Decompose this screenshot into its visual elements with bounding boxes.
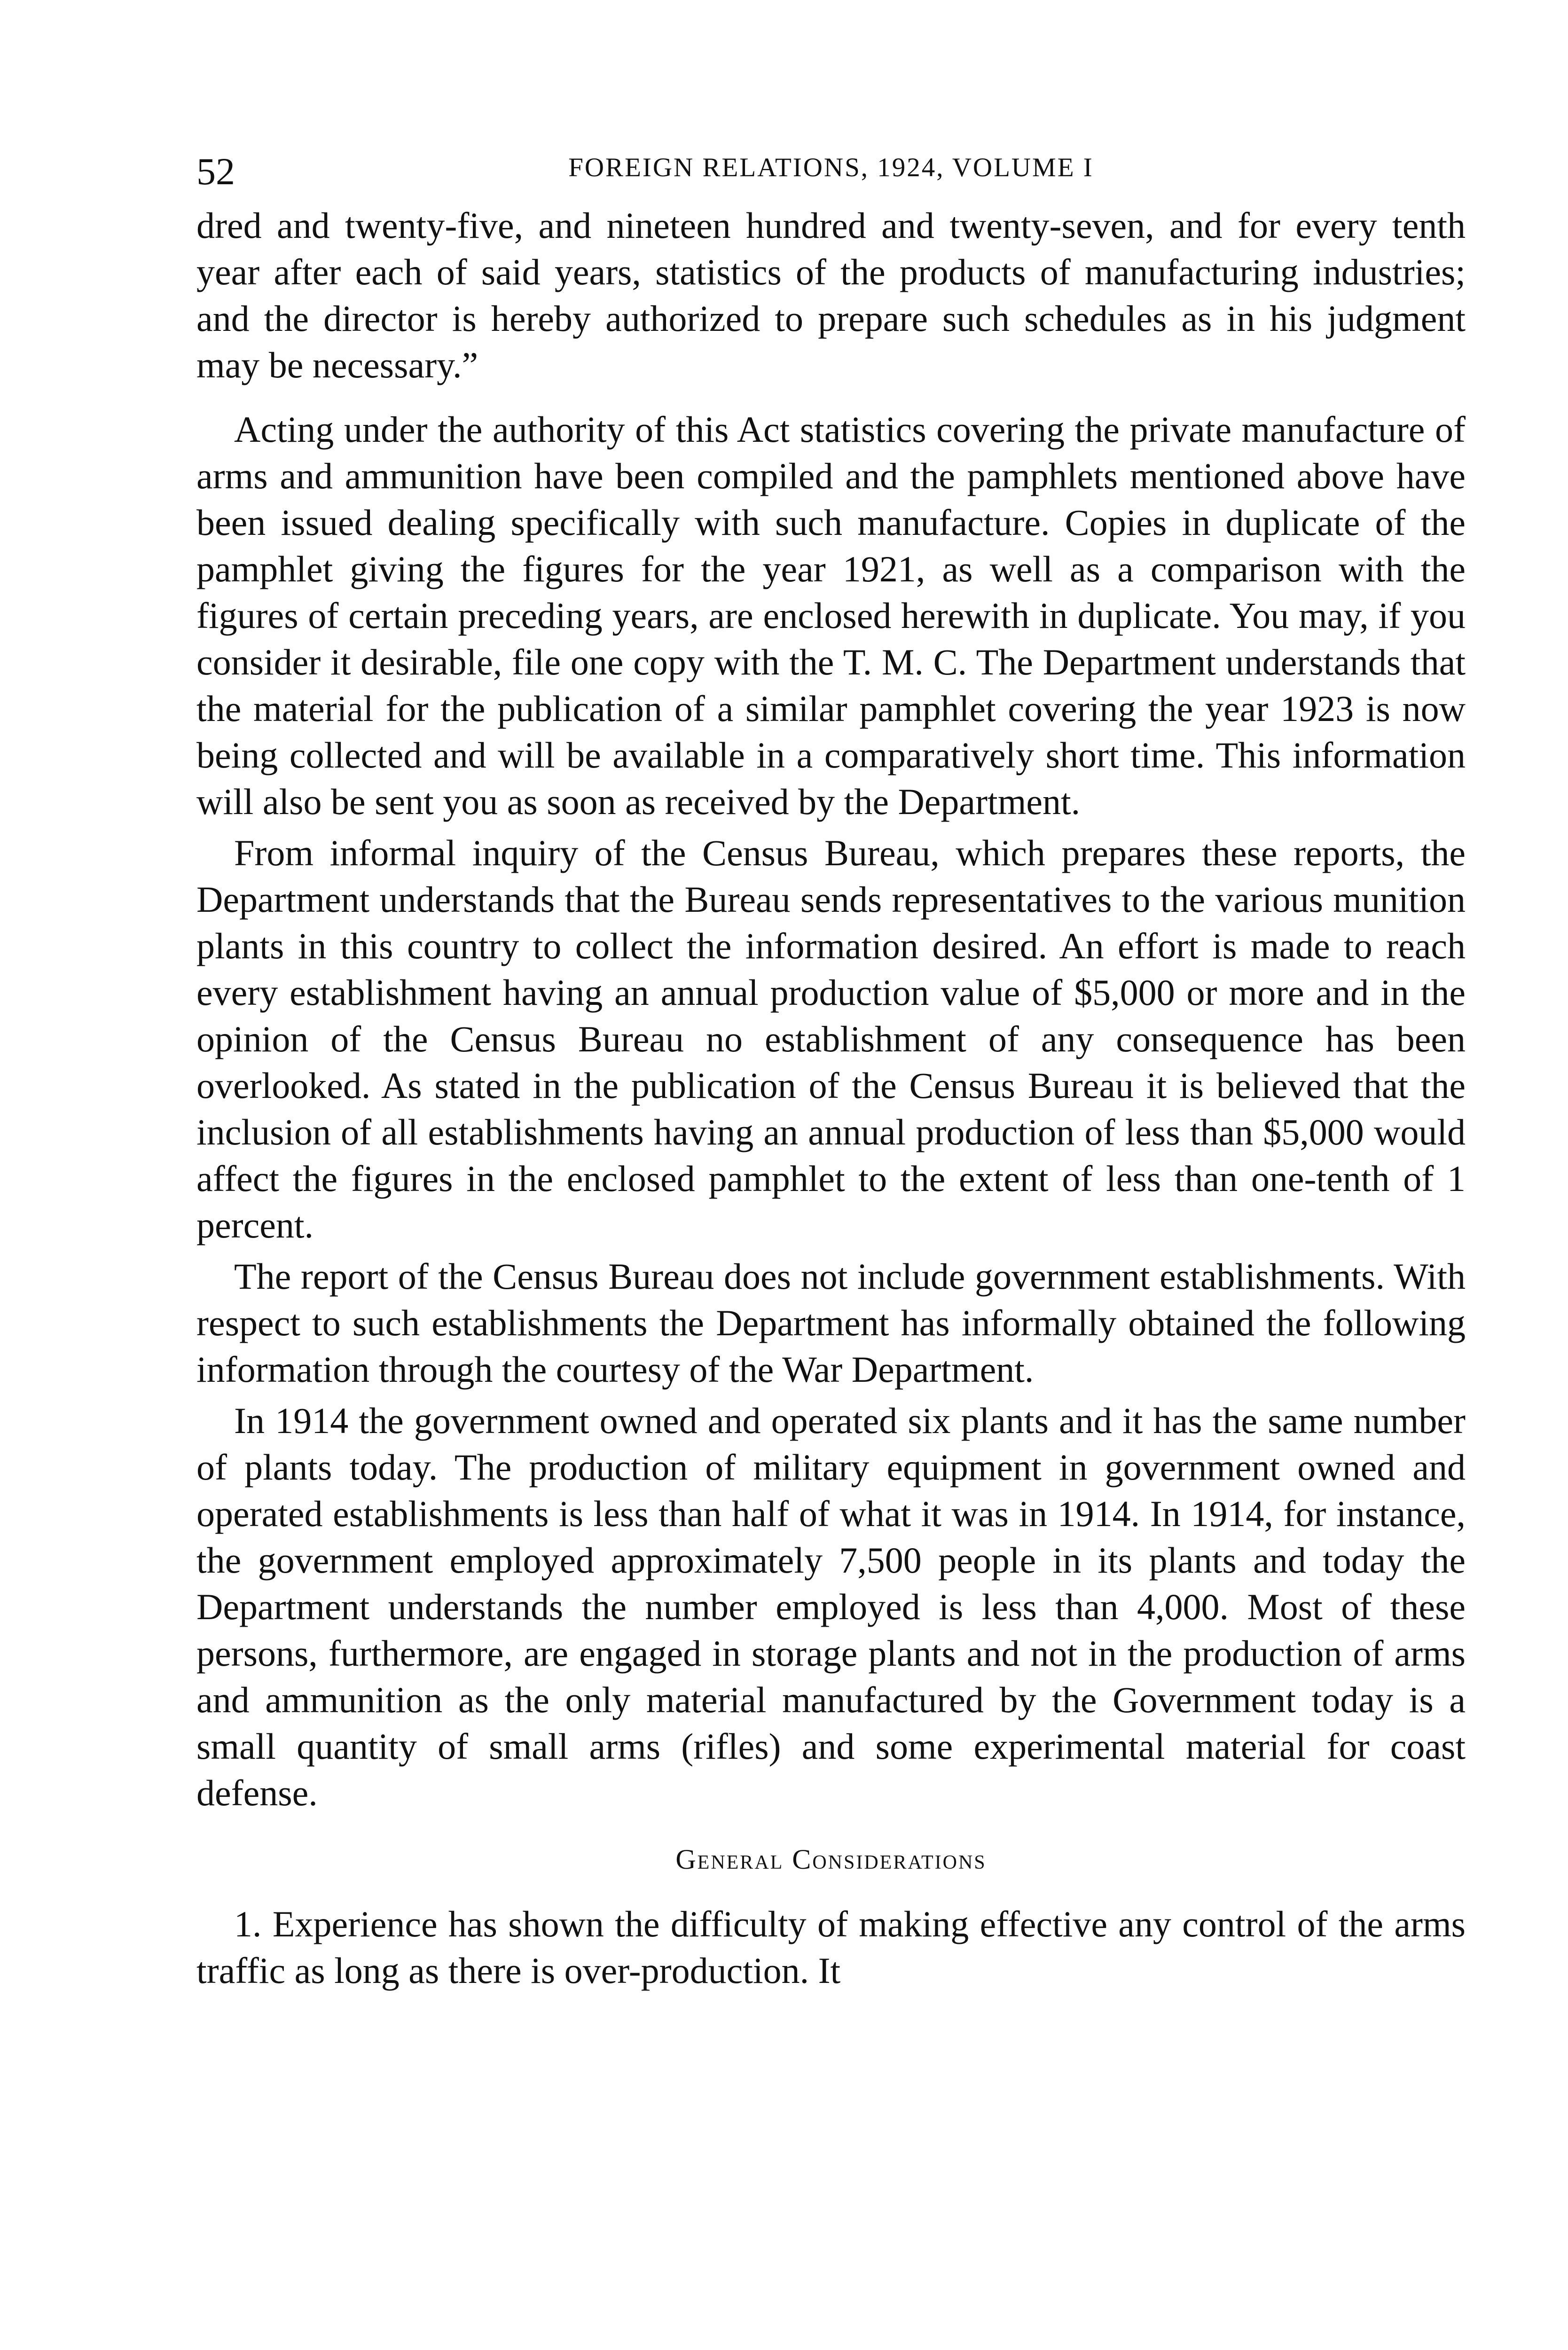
running-title: FOREIGN RELATIONS, 1924, VOLUME I (568, 153, 1094, 182)
page-header (196, 141, 1466, 202)
section-heading: General Considerations (675, 1844, 987, 1875)
paragraph-government-plants: In 1914 the government owned and operated six plants and it has the same number of plants today. The production of military equipment in government owned and operated establishments is less than half of what it was in 1914. In 1914, for instance, the government employed approximately 7,500 people in its plants and today the Department understands the number employed is less than 4,000. Most of these persons, furthermore, are engaged in storage plants and not in the production of arms and ammunition as the only material manufactured by the Government today is a small quantity of small arms (rifles) and some experimental material for coast defense. (196, 1400, 1466, 1813)
paragraph-census-bureau-inquiry: From informal inquiry of the Census Bureau, which prepares these reports, the Department understands that the Bureau sends representatives to the various munition plants in this country to collect the information desired. An effort is made to reach every establishment having an annual production value of $5,000 or more and in the opinion of the Census Bureau no establishment of any consequence has been overlooked. As stated in the publication of the Census Bureau it is believed that the inclusion of all establishments having an annual production of less than $5,000 would affect the figures in the enclosed pamphlet to the extent of less than one-tenth of 1 percent. (196, 832, 1466, 1246)
paragraph-continuation: dred and twenty-five, and nineteen hundred and twenty-seven, and for every tenth year after each of said years, statistics of the products of manufacturing industries; and the director is hereby authorized to prepare such schedules as in his judgment may be necessary.” (196, 205, 1466, 385)
paragraph-government-establishments: The report of the Census Bureau does not include government establishments. With respect to such establishments the Department has informally obtained the following information through the courtesy of the War Department. (196, 1256, 1466, 1390)
paragraph-census-act: Acting under the authority of this Act statistics covering the private manufacture of arms and ammunition have been compiled and the pamphlets mentioned above have been issued dealing specifically with such manufacture. Copies in duplicate of the pamphlet giving the figures for the year 1921, as well as a comparison with the figures of certain preceding years, are enclosed herewith in duplicate. You may, if you consider it desirable, file one copy with the T. M. C. The Department understands that the material for the publication of a similar pamphlet covering the year 1923 is now being collected and will be available in a comparatively short time. This information will also be sent you as soon as received by the Department. (196, 409, 1466, 822)
page-number: 52 (196, 150, 235, 193)
paragraph-general-considerations-1: 1. Experience has shown the difficulty of making effective any control of the arms traffic as long as there is over-production. It (196, 1904, 1466, 1991)
document-page (196, 141, 1466, 1994)
